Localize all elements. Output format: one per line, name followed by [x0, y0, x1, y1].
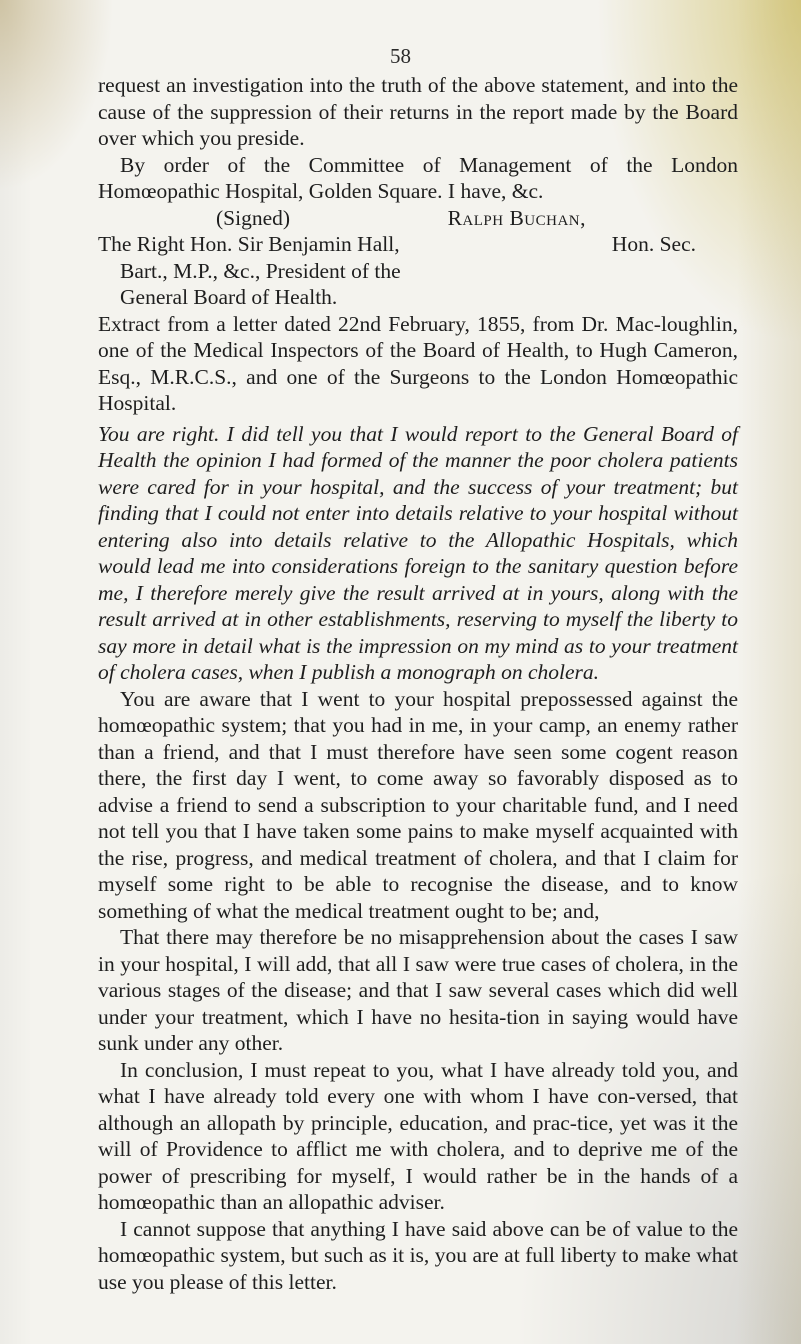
paragraph-cannot: I cannot suppose that anything I have said above can be of value to the homœopathic system, but such as it is, you are at full liberty to make what use you please of this letter.	[98, 1216, 738, 1294]
signed-name: Ralph Buchan,	[447, 205, 586, 230]
paragraph-quote: You are right. I did tell you that I would report to the General Board of Health the opinion I had formed of the manner the poor cholera patients were cared for in your hospital, and the success of your treatment; but finding that I could not enter into details relative to your hospital without entering also into details relative to the Allopathic Hospitals, which would lead me into considerations foreign to the sanitary question before me, I therefore merely give the result arrived at in yours, along with the result arrived at in other establishments, reserving to myself the liberty to say more in detail what is the impression on my mind as to your treatment of cholera cases, when I publish a monograph on cholera.	[98, 421, 738, 684]
paragraph-conclusion: In conclusion, I must repeat to you, what I have already told you, and what I have already told every one with whom I have con-versed, that although an allopath by principle, education, and prac-tice, yet was it the will of Providence to afflict me with cholera, and to deprive me of the power of prescribing for myself, I would rather be in the hands of a homœopathic than an allopathic adviser.	[98, 1057, 738, 1214]
addressee-line2: Bart., M.P., &c., President of the	[120, 258, 401, 283]
paragraph-aware: You are aware that I went to your hospital prepossessed against the homœopathic system; that you had in me, in your camp, an enemy rather than a friend, and that I must therefore have seen some cogent reason there, the first day I went, to come away so favorably disposed as to advise a friend to send a subscription to your charitable fund, and I need not tell you that I have taken some pains to make myself acquainted with the rise, progress, and medical treatment of cholera, and that I claim for myself some right to be able to recognise the disease, and to know something of what the medical treatment ought to be; and,	[98, 686, 738, 923]
addressee-role: Hon. Sec.	[611, 232, 696, 256]
paragraph-that-there: That there may therefore be no misapprehension about the cases I saw in your hospital, I will add, that all I saw were true cases of cholera, in the various stages of the disease; and that I saw several cases which did well under your treatment, which I have no hesita-tion in saying would have sunk under any other.	[98, 925, 738, 1055]
page-text	[98, 72, 738, 1295]
paragraph-opening: request an investigation into the truth of the above statement, and into the cause of the suppression of their returns in the report made by the Board over which you preside.	[98, 73, 738, 150]
addressee-row	[98, 231, 738, 258]
signed-label: (Signed)	[216, 205, 291, 230]
signature-line	[98, 205, 738, 232]
paragraph-order: By order of the Committee of Management of the London Homœopathic Hospital, Golden Square. I have, &c.	[98, 152, 738, 203]
addressee-line1: The Right Hon. Sir Benjamin Hall,	[98, 232, 400, 256]
paragraph-extract: Extract from a letter dated 22nd February, 1855, from Dr. Mac-loughlin, one of the Medical Inspectors of the Board of Health, to Hugh Cameron, Esq., M.R.C.S., and one of the Surgeons to the London Homœopathic Hospital.	[98, 311, 738, 415]
addressee-line3: General Board of Health.	[120, 285, 338, 309]
page-number: 58	[390, 44, 411, 68]
